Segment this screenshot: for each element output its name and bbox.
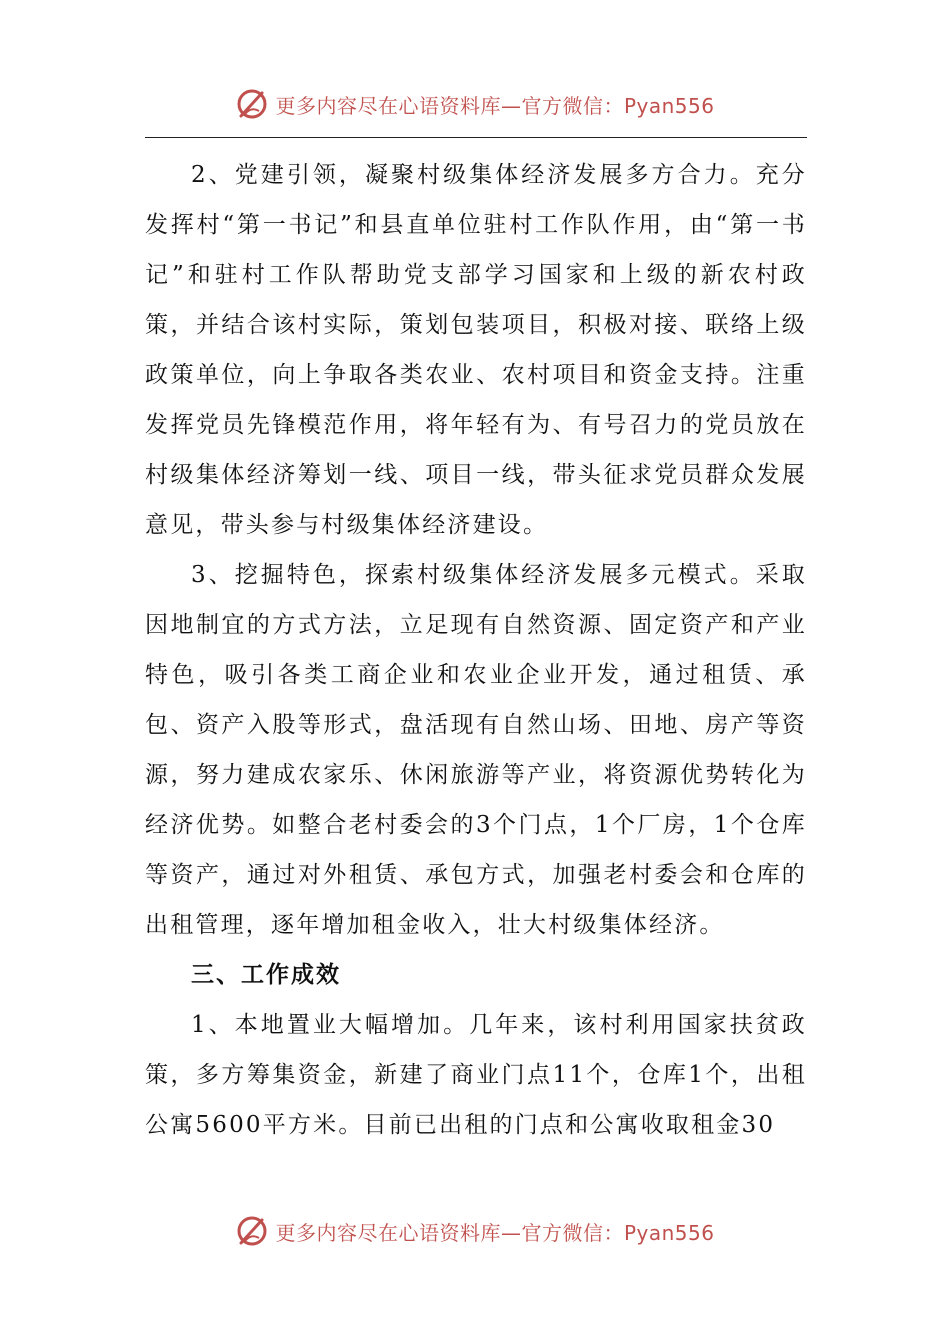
section-heading-results: 三、工作成效 bbox=[191, 962, 341, 988]
header-divider bbox=[145, 137, 807, 138]
paragraph-local-features: 3、挖掘特色，探索村级集体经济发展多元模式。采取因地制宜的方式方法，立足现有自然资源、固定资产和产业特色，吸引各类工商企业和农业企业开发，通过租赁、承包、资产入股等形式，盘活现有自然山场、田地、房产等资源，努力建成农家乐、休闲旅游等产业，将资源优势转化为经济优势。如整合老村委会的3个门点，1个厂房，1个仓库等资产，通过对外租赁、承包方式，加强老村委会和仓库的出租管理，逐年增加租金收入，壮大村级集体经济。 bbox=[145, 562, 807, 938]
document-body bbox=[145, 150, 807, 1150]
watermark-brand-footer bbox=[235, 1214, 714, 1248]
pen-circle-icon bbox=[235, 1214, 269, 1248]
paragraph-result-1: 1、本地置业大幅增加。几年来，该村利用国家扶贫政策，多方筹集资金，新建了商业门点11个，仓库1个，出租公寓5600平方米。目前已出租的门点和公寓收取租金30 bbox=[145, 1012, 807, 1138]
paragraph-party-building: 2、党建引领，凝聚村级集体经济发展多方合力。充分发挥村“第一书记”和县直单位驻村工作队作用，由“第一书记”和驻村工作队帮助党支部学习国家和上级的新农村政策，并结合该村实际，策划包装项目，积极对接、联络上级政策单位，向上争取各类农业、农村项目和资金支持。注重发挥党员先锋模范作用，将年轻有为、有号召力的党员放在村级集体经济筹划一线、项目一线，带头征求党员群众发展意见，带头参与村级集体经济建设。 bbox=[145, 162, 807, 538]
page-header-watermark bbox=[0, 80, 950, 128]
watermark-brand bbox=[235, 87, 714, 121]
footer-watermark-text: 更多内容尽在心语资料库—官方微信：Pyan556 bbox=[275, 1220, 715, 1245]
page-footer-watermark bbox=[0, 1207, 950, 1255]
pen-circle-icon bbox=[235, 87, 269, 121]
header-watermark-text: 更多内容尽在心语资料库—官方微信：Pyan556 bbox=[275, 93, 715, 118]
